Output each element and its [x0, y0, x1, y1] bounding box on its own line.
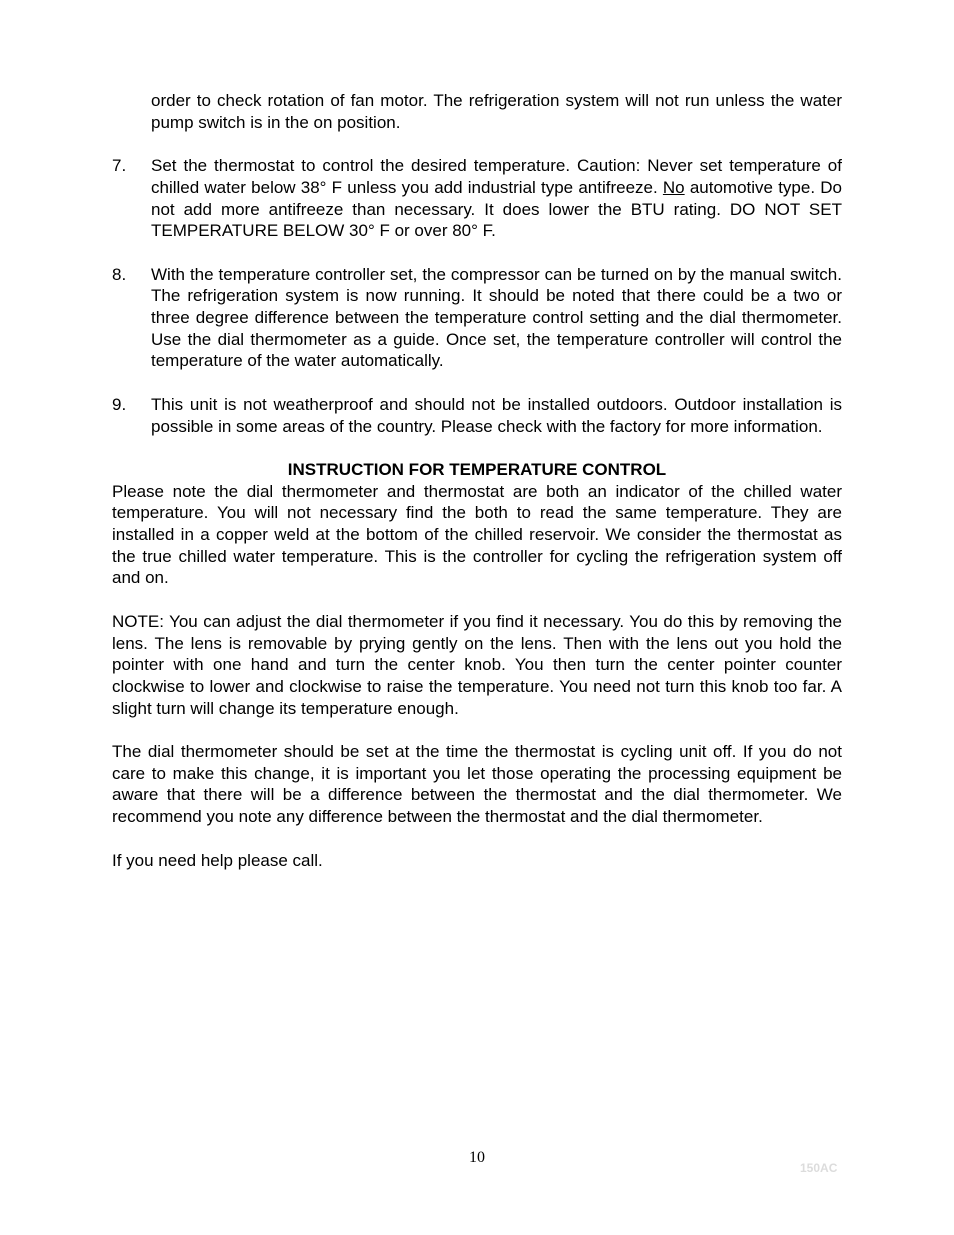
list-number: 7. — [112, 156, 127, 176]
page-number: 10 — [469, 1149, 485, 1166]
section-heading: INSTRUCTION FOR TEMPERATURE CONTROL — [287, 459, 667, 479]
list-item-7 — [112, 155, 842, 242]
list-item-9 — [112, 394, 842, 437]
list-item-text: This unit is not weatherproof and should not be installed outdoors. Outdoor installation is possible in some areas of the country. Please check with the factory for more information. — [151, 394, 842, 436]
document-page — [112, 90, 842, 871]
model-tag: 150AC — [800, 1161, 838, 1175]
list-item-text — [151, 155, 842, 242]
closing-line: If you need help please call. — [112, 850, 323, 870]
list-number: 8. — [112, 264, 127, 284]
item-7-text-part-b: automotive type. Do not add more antifreeze than necessary. It does lower the BTU rating. DO NOT SET TEMPERATURE BELOW 30° F or over 80° F. — [151, 177, 842, 241]
continued-paragraph: order to check rotation of fan motor. The refrigeration system will not run unless the water pump switch is in the on position. — [151, 91, 842, 132]
list-item-8 — [112, 264, 842, 373]
section-paragraph-1: Please note the dial thermometer and thermostat are both an indicator of the chilled water temperature. You will not necessary find the both to read the same temperature. They are installed in a copper weld at the bottom of the chilled reservoir. We consider the thermostat as the true chilled water temperature. This is the controller for cycling the refrigeration system off and on. — [112, 481, 842, 588]
item-7-text-part-a: Set the thermostat to control the desired temperature. Caution: Never set temperature of chilled water below 38° F unless you add industrial type antifreeze. — [151, 156, 842, 197]
section-paragraph-note: NOTE: You can adjust the dial thermometer if you find it necessary. You do this by removing the lens. The lens is removable by prying gently on the lens. Then with the lens out you hold the pointer with one hand and turn the center knob. You then turn the center pointer counter clockwise to lower and clockwise to raise the temperature. You need not turn this knob too far. A slight turn will change its temperature enough. — [112, 611, 842, 718]
underlined-no: No — [662, 177, 685, 197]
list-number: 9. — [112, 394, 127, 414]
section-paragraph-3: The dial thermometer should be set at the time the thermostat is cycling unit off. If you do not care to make this change, it is important you let those operating the processing equipment be aware that there will be a difference between the thermostat and the dial thermometer. We recommend you note any difference between the thermostat and the dial thermometer. — [112, 742, 842, 827]
list-item-text: With the temperature controller set, the compressor can be turned on by the manual switch. The refrigeration system is now running. It should be noted that there could be a two or three degree difference between the temperature control setting and the dial thermometer. Use the dial thermometer as a guide. Once set, the temperature controller will control the temperature of the water automatically. — [151, 264, 842, 371]
